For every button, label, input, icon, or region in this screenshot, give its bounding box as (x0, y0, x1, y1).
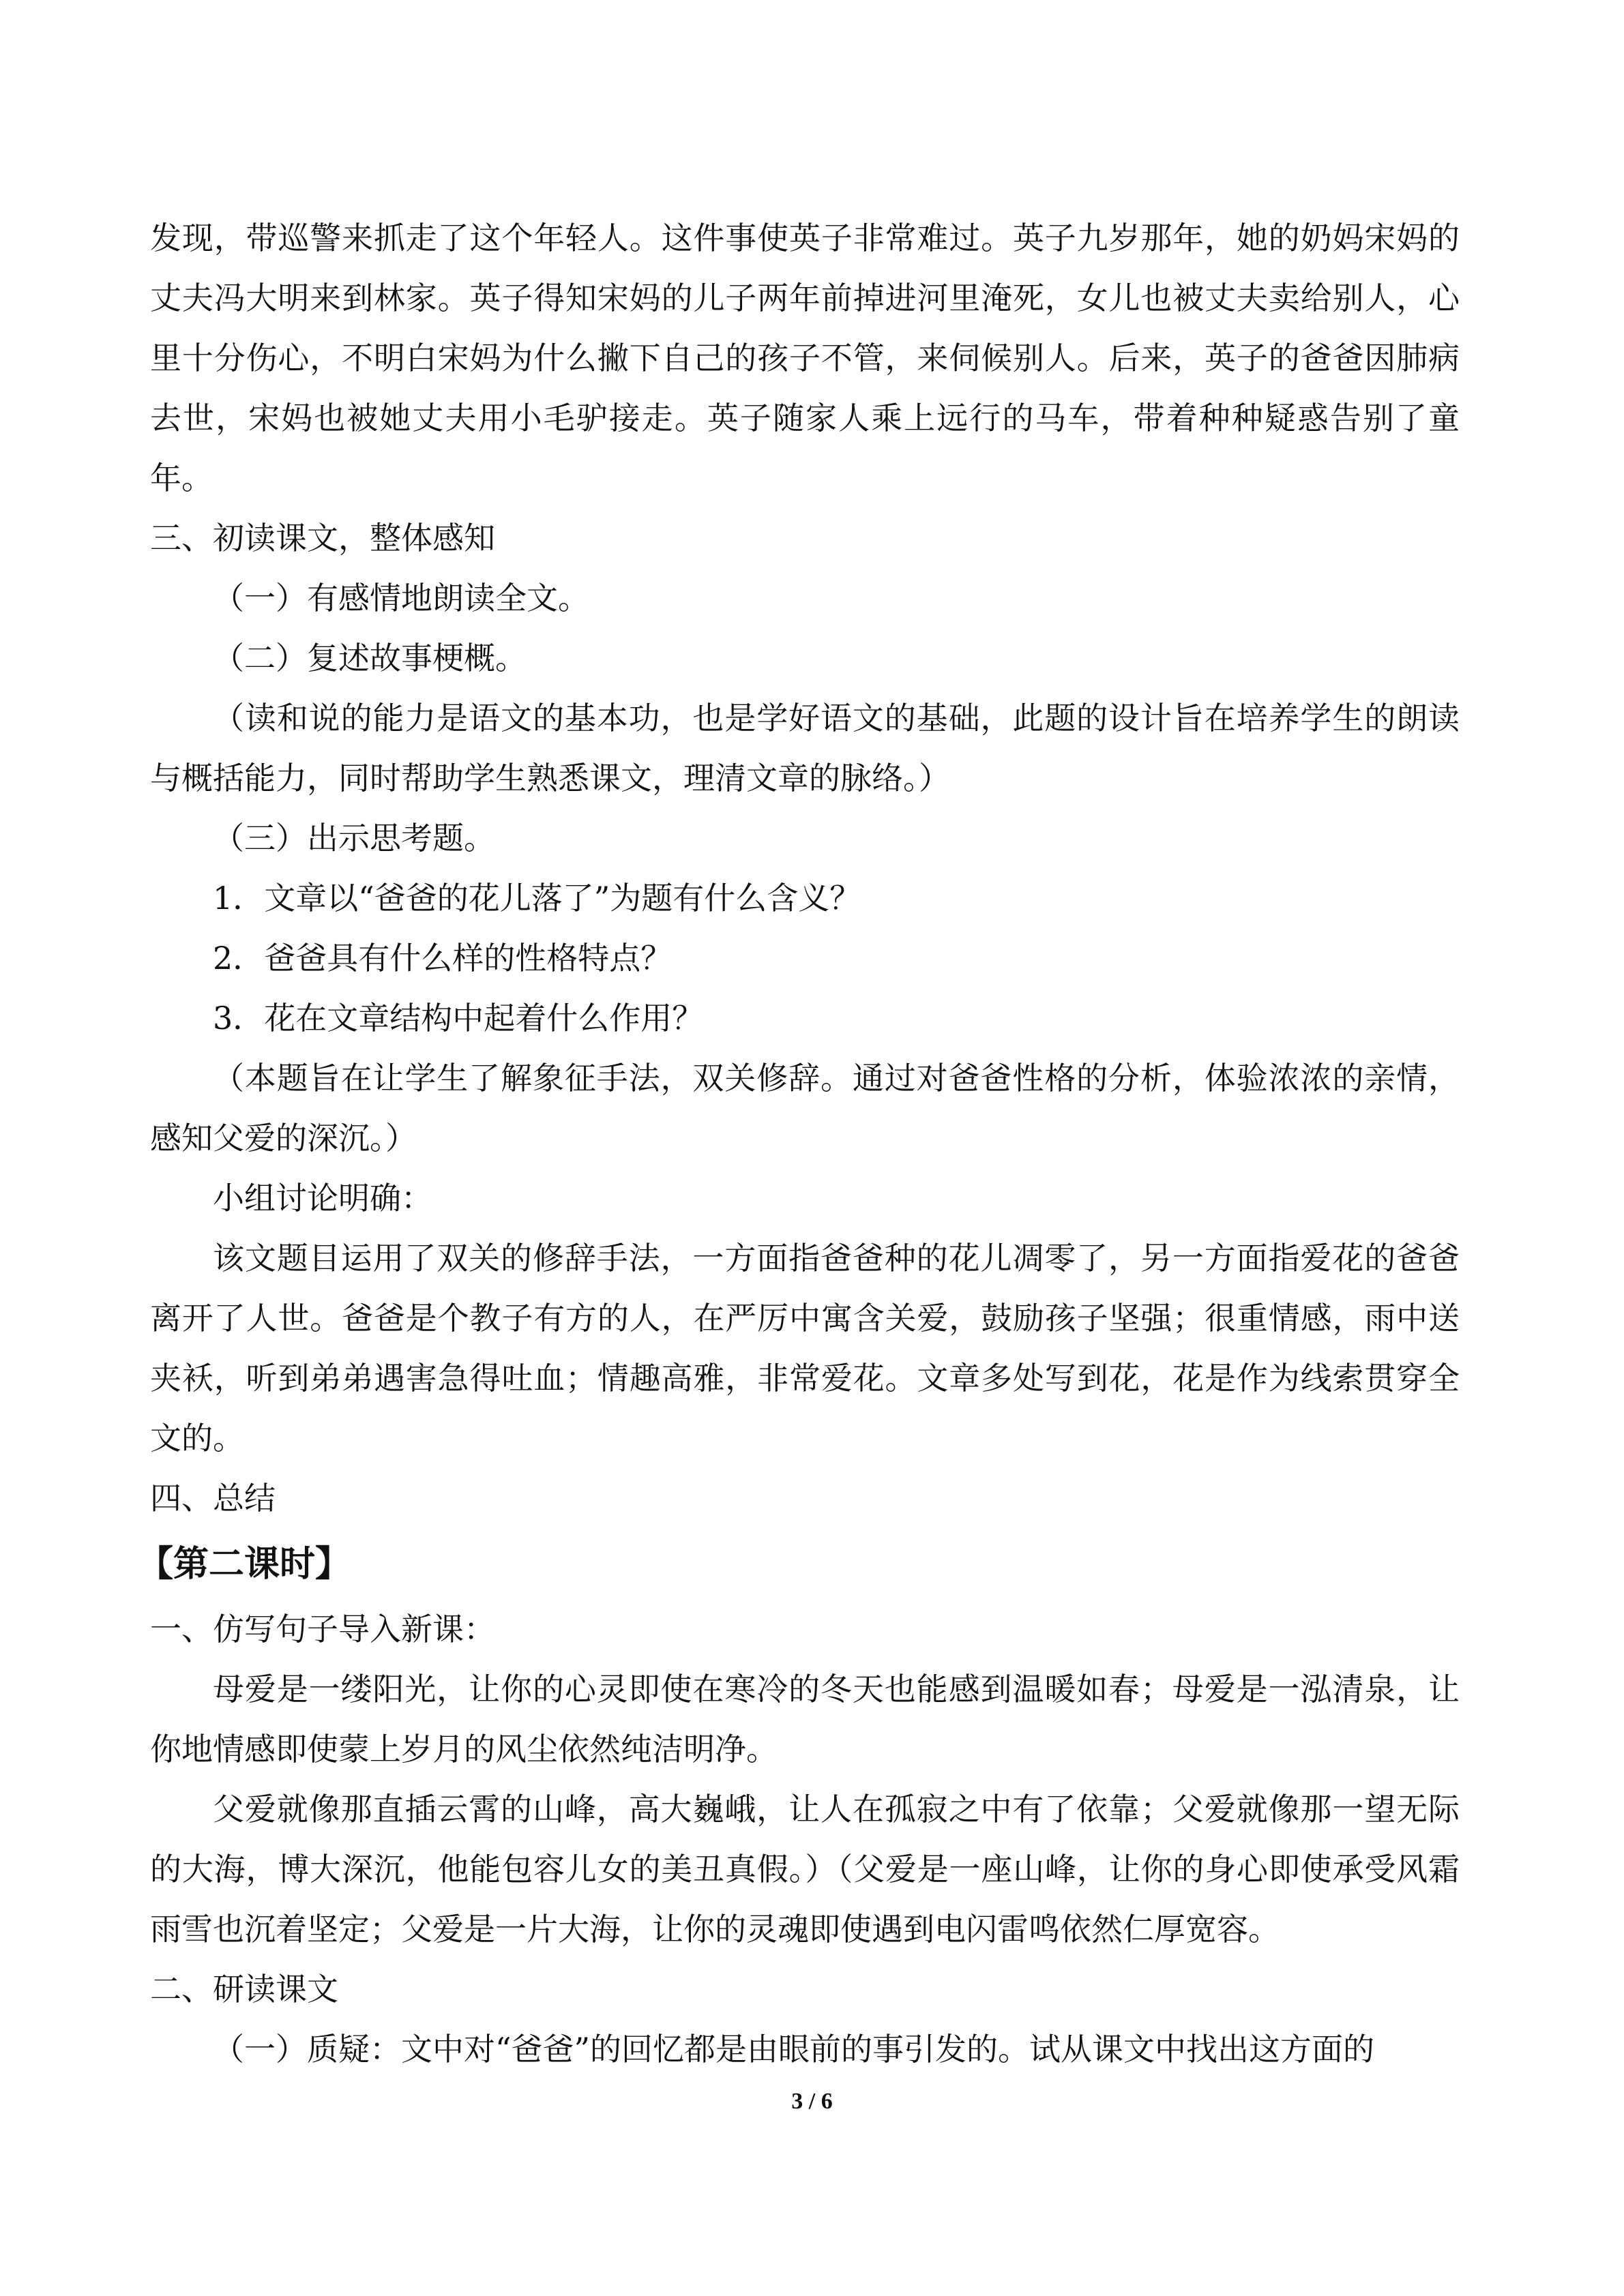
lesson-two-heading: 【第二课时】 (138, 1544, 351, 1585)
lesson2-section-heading-1: 一、仿写句子导入新课： (150, 1611, 495, 1648)
step-read-aloud: （一）有感情地朗读全文。 (213, 580, 589, 616)
mother-love-paragraph: 母爱是一缕阳光，让你的心灵即使在寒冷的冬天也能感到温暖如春；母爱是一泓清泉，让你地情感即使蒙上岁月的风尘依然纯洁明净。 (150, 1671, 1460, 1768)
inquiry-question: （一）质疑：文中对“爸爸”的回忆都是由眼前的事引发的。试从课文中找出这方面的 (213, 2031, 1375, 2068)
section-heading-3: 三、初读课文，整体感知 (150, 520, 495, 556)
father-love-paragraph: 父爱就像那直插云霄的山峰，高大巍峨，让人在孤寂之中有了依靠；父爱就像那一望无际的大海，博大深沉，他能包容儿女的美丑真假。）（父爱是一座山峰，让你的身心即使承受风霜雨雪也沉着坚定；父爱是一片大海，让你的灵魂即使遇到电闪雷鸣依然仁厚宽容。 (150, 1791, 1460, 1948)
group-discussion-label: 小组讨论明确： (213, 1180, 432, 1217)
question-2: 2．爸爸具有什么样的性格特点？ (213, 940, 673, 976)
story-summary-paragraph: 发现，带巡警来抓走了这个年轻人。这件事使英子非常难过。英子九岁那年，她的奶妈宋妈的丈夫冯大明来到林家。英子得知宋妈的儿子两年前掉进河里淹死，女儿也被丈夫卖给别人，心里十分伤心，不明白宋妈为什么撇下自己的孩子不管，来伺候别人。后来，英子的爸爸因肺病去世，宋妈也被她丈夫用小毛驴接走。英子随家人乘上远行的马车，带着种种疑惑告别了童年。 (150, 220, 1460, 496)
question-3: 3．花在文章结构中起着什么作用？ (213, 1000, 704, 1037)
design-note-1: （读和说的能力是语文的基本功，也是学好语文的基础，此题的设计旨在培养学生的朗读与概括能力，同时帮助学生熟悉课文，理清文章的脉络。） (150, 700, 1460, 796)
design-note-2: （本题旨在让学生了解象征手法，双关修辞。通过对爸爸性格的分析，体验浓浓的亲情，感知父爱的深沉。） (150, 1060, 1460, 1157)
lesson2-section-heading-2: 二、研读课文 (150, 1971, 338, 2008)
step-retell: （二）复述故事梗概。 (213, 640, 527, 676)
section-heading-4: 四、总结 (150, 1480, 276, 1517)
page-content (138, 208, 1460, 2079)
step-questions: （三）出示思考题。 (213, 820, 495, 856)
page-number: 3 / 6 (791, 2089, 833, 2114)
discussion-answer: 该文题目运用了双关的修辞手法，一方面指爸爸种的花儿凋零了，另一方面指爱花的爸爸离开了人世。爸爸是个教子有方的人，在严厉中寓含关爱，鼓励孩子坚强；很重情感，雨中送夹袄，听到弟弟遇害急得吐血；情趣高雅，非常爱花。文章多处写到花，花是作为线索贯穿全文的。 (150, 1240, 1460, 1457)
question-1: 1．文章以“爸爸的花儿落了”为题有什么含义？ (213, 880, 861, 916)
